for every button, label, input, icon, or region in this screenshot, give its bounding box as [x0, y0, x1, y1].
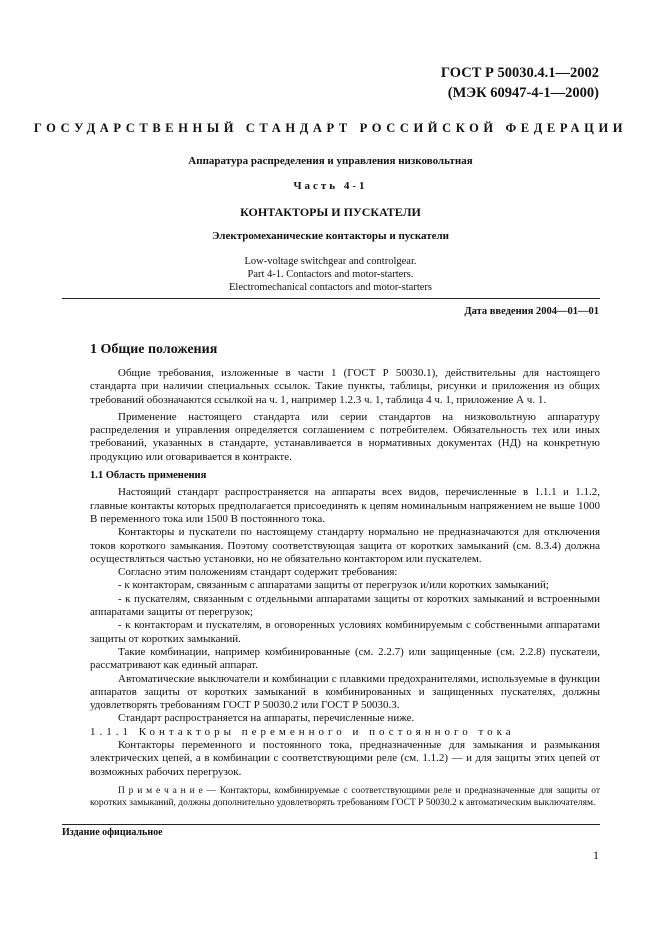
paragraph: Настоящий стандарт распространяется на аппараты всех видов, перечисленные в 1.1.1 и 1.1.2, главные контакты которых предполагается присоединять к цепям номинальным напряжением не выше 1000 В переменного тока или 1500 В постоянного тока.	[90, 486, 600, 525]
clause-heading: 1.1.1 Контакторы переменного и постоянного тока	[90, 725, 515, 738]
paragraph: Такие комбинации, например комбинированные (см. 2.2.7) или защищенные (см. 2.2.8) пускатели, рассматривают как единый аппарат.	[90, 645, 600, 672]
subsection-heading: 1.1 Область применения	[90, 470, 207, 482]
body-text	[90, 367, 600, 810]
paragraph: Общие требования, изложенные в части 1 (ГОСТ Р 50030.1), действительны для настоящего стандарта при наличии специальных ссылок. Такие пункты, таблицы, рисунки и приложения из общих требований обозначаются ссылкой на ч. 1, например 1.2.3 ч. 1, таблица 4 ч. 1, приложение А ч. 1.	[90, 367, 600, 406]
main-title: КОНТАКТОРЫ И ПУСКАТЕЛИ	[240, 205, 421, 219]
english-title-line-1: Low-voltage switchgear and controlgear.	[244, 256, 417, 267]
divider	[62, 298, 600, 299]
list-item: - к контакторам, связанным с аппаратами защиты от перегрузок и/или коротких замыканий;	[118, 579, 549, 592]
english-title-line-3: Electromechanical contactors and motor-starters	[229, 282, 432, 293]
state-standard-title: ГОСУДАРСТВЕННЫЙ СТАНДАРТ РОССИЙСКОЙ ФЕДЕРАЦИИ	[33, 121, 628, 135]
paragraph: Автоматические выключатели и комбинации с плавкими предохранителями, используемые в функции аппаратов защиты от коротких замыканий в комбинированных и защищенных пускателях, должны удовлетворять требованиям ГОСТ Р 50030.2 или ГОСТ Р 50030.3.	[90, 672, 600, 712]
english-title-line-2: Part 4-1. Contactors and motor-starters.	[247, 269, 414, 280]
list-item: - к контакторам и пускателям, в оговоренных условиях комбинируемым с собственными аппаратами защиты от коротких замыканий.	[90, 619, 600, 645]
paragraph: Стандарт распространяется на аппараты, перечисленные ниже.	[118, 712, 415, 725]
section-heading: 1 Общие положения	[90, 342, 218, 357]
intro-date: Дата введения 2004—01—01	[464, 306, 599, 317]
standard-number: ГОСТ Р 50030.4.1—2002	[440, 65, 599, 81]
part-title: Часть 4-1	[293, 180, 368, 192]
series-title: Аппаратура распределения и управления низковольтная	[188, 155, 473, 167]
list-item: - к пускателям, связанным с отдельными аппаратами защиты от коротких замыканий и встроенными аппаратами защиты от перегрузок;	[90, 592, 600, 619]
edition-label: Издание официальное	[62, 827, 163, 838]
footer-divider	[62, 824, 600, 825]
paragraph: Согласно этим положениям стандарт содержит требования:	[118, 566, 398, 579]
note: П р и м е ч а н и е — Контакторы, комбинируемые с соответствующими реле и предназначенные для защиты от коротких замыканий, должны дополнительно удовлетворять требованиям ГОСТ Р 50030.2 к автоматическим выключателям.	[90, 785, 600, 809]
paragraph: Контакторы переменного и постоянного тока, предназначенные для замыкания и размыкания электрических цепей, а в комбинации с соответствующими реле (см. 1.1.2) — и для защиты этих цепей от возможных рабочих перегрузок.	[90, 739, 600, 778]
page-number: 1	[593, 848, 599, 862]
subtitle: Электромеханические контакторы и пускатели	[211, 230, 450, 242]
paragraph: Контакторы и пускатели по настоящему стандарту нормально не предназначаются для отключения токов короткого замыкания. Поэтому соответствующая защита от коротких замыканий (см. 8.3.4) должна осуществляться частью установки, но не обязательно контактором или пускателем.	[90, 526, 600, 565]
paragraph: Применение настоящего стандарта или серии стандартов на низковольтную аппаратуру распределения и управления определяется соглашением с потребителем. Обязательность тех или иных требований, указанных в стандарте, устанавливается в нормативных документах (НД) на конкретную продукцию или оговаривается в контракте.	[90, 410, 600, 463]
iec-number: (МЭК 60947-4-1—2000)	[447, 85, 599, 101]
